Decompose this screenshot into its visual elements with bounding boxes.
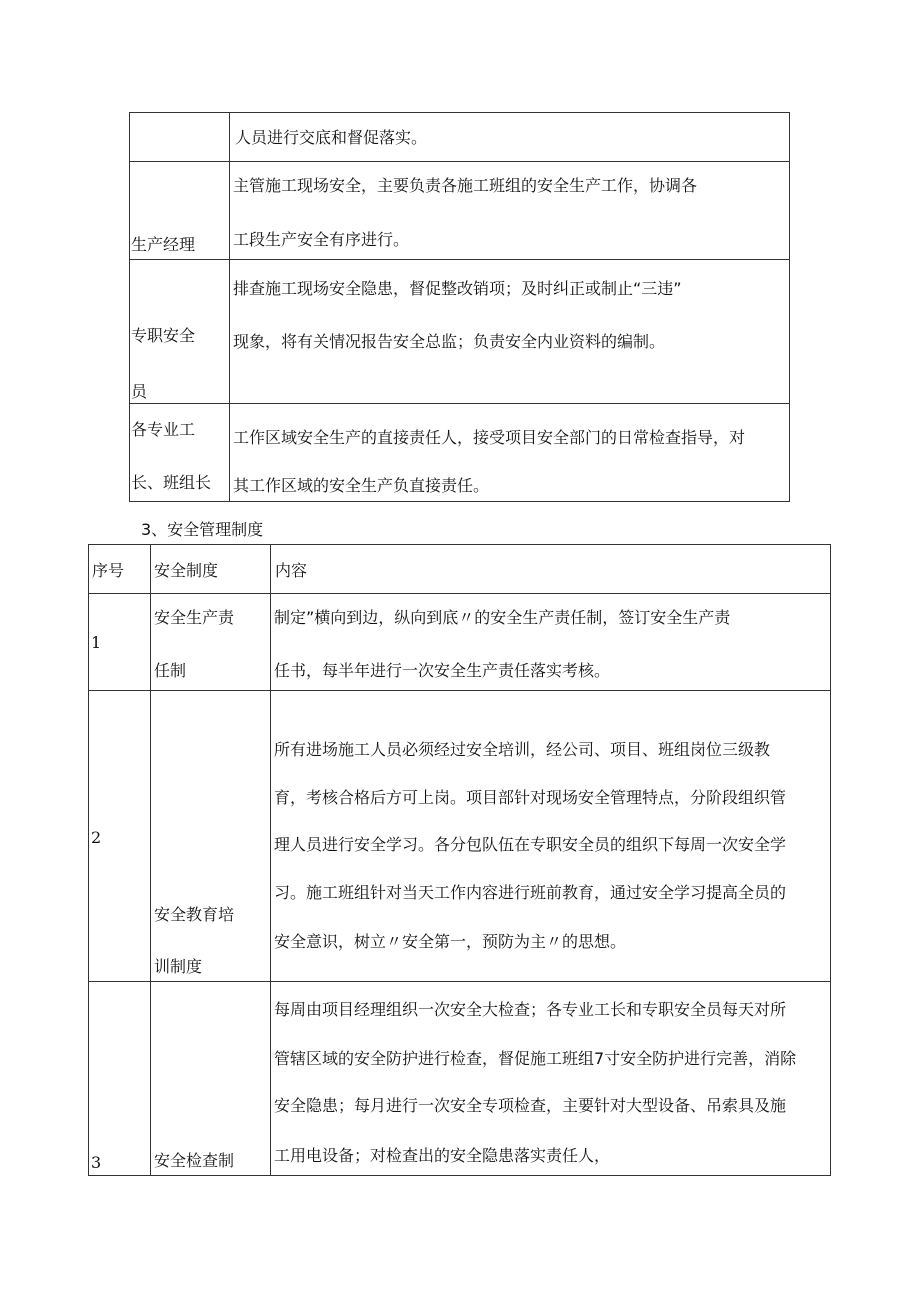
rules-row-line [88,593,831,594]
rule-content-line: 所有进场施工人员必须经过安全培训，经公司、项目、班组岗位三级教 [274,740,771,759]
role-name: 各专业工 [131,420,196,439]
rules-table-divider [150,544,151,1176]
role-duty-line: 工作区域安全生产的直接责任人，接受项目安全部门的日常检查指导，对 [233,428,746,447]
rule-no: 2 [91,828,102,847]
rule-no: 1 [91,633,102,652]
role-duty-line: 主管施工现场安全，主要负责各施工班组的安全生产工作，协调各 [233,176,698,195]
rule-name-line: 安全教育培 [154,905,235,924]
rule-content-line: 安全意识，树立〃安全第一，预防为主〃的思想。 [274,932,627,951]
roles-row-line [129,259,790,260]
role-name: 长、班组长 [131,473,212,492]
rules-table [88,544,831,1176]
role-duty-line: 排查施工现场安全隐患，督促整改销项；及时纠正或制止“三违” [233,279,682,298]
rule-content-line: 制定”横向到边，纵向到底〃的安全生产责任制，签订安全生产责 [274,608,731,627]
rule-content-line: 任书，每半年进行一次安全生产责任落实考核。 [274,661,611,680]
rule-content-line: 习。施工班组针对当天工作内容进行班前教育，通过安全学习提高全员的 [274,883,787,902]
header-no: 序号 [92,561,125,580]
rules-row-line [88,981,831,982]
rule-name-line: 安全检查制 [154,1151,235,1170]
rule-content-line: 每周由项目经理组织一次安全大检查；各专业工长和专职安全员每天对所 [274,1000,787,1019]
role-name: 员 [131,382,148,401]
rule-content-line: 管辖区域的安全防护进行检查，督促施工班组7寸安全防护进行完善，消除 [274,1049,797,1068]
section-title: 3、安全管理制度 [141,520,264,539]
rule-name-line: 任制 [154,661,187,680]
roles-table-divider [229,112,230,502]
role-duty-line: 现象，将有关情况报告安全总监；负责安全内业资料的编制。 [233,332,666,351]
rule-content-line: 工用电设备；对检查出的安全隐患落实责任人， [274,1146,611,1165]
rules-table-divider [270,544,271,1176]
rule-no: 3 [91,1153,102,1172]
rule-content-line: 理人员进行安全学习。各分包队伍在专职安全员的组织下每周一次安全学 [274,835,787,854]
rule-name-line: 安全生产责 [154,608,235,627]
rule-name-line: 训制度 [154,957,203,976]
role-name: 专职安全 [131,326,196,345]
role-name: 生产经理 [131,235,196,254]
roles-row-line [129,161,790,162]
roles-row-line [129,403,790,404]
header-content: 内容 [275,561,308,580]
rule-content-line: 育，考核合格后方可上岗。项目部针对现场安全管理特点，分阶段组织管 [274,788,787,807]
header-name: 安全制度 [154,561,219,580]
role-duty-line: 工段生产安全有序进行。 [233,230,410,249]
rules-row-line [88,690,831,691]
role-duty-line: 人员进行交底和督促落实。 [235,128,428,147]
role-duty-line: 其工作区域的安全生产负直接责任。 [233,476,490,495]
rule-content-line: 安全隐患；每月进行一次安全专项检查，主要针对大型设备、吊索具及施 [274,1096,787,1115]
